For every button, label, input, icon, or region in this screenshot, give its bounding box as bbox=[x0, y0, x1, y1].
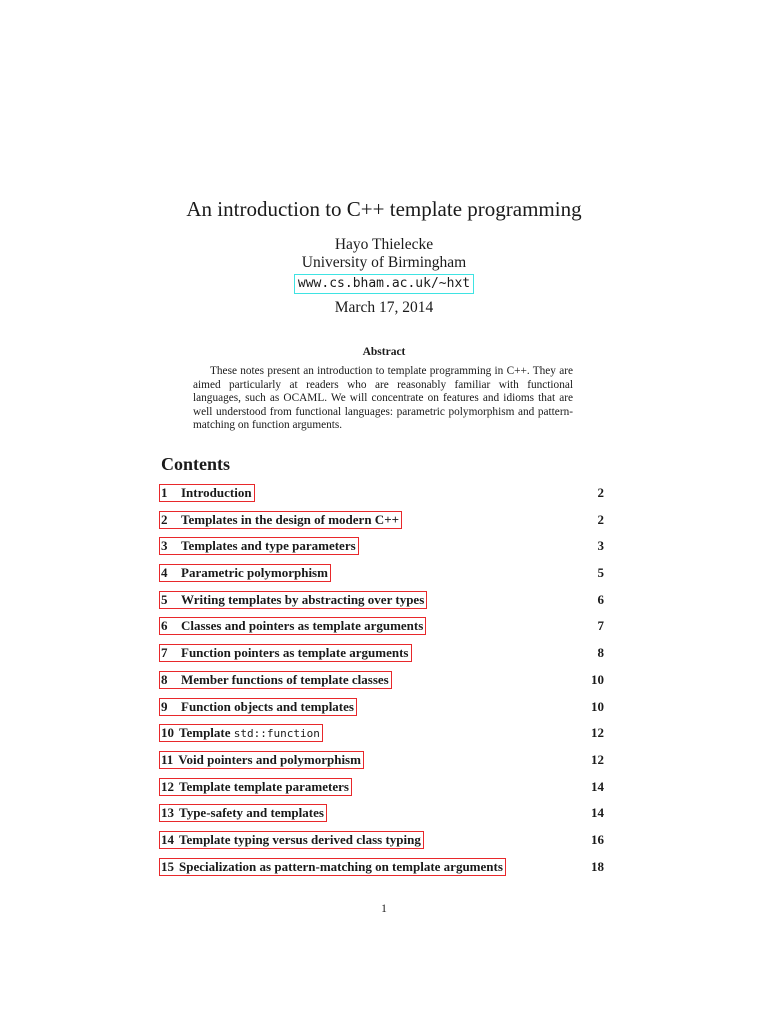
toc-entry-link[interactable] bbox=[159, 591, 427, 609]
toc-entry-link[interactable] bbox=[159, 671, 392, 689]
toc-entry-number: 8 bbox=[161, 671, 168, 687]
toc-entry-title: Writing templates by abstracting over types bbox=[181, 591, 425, 607]
toc-entry-number: 1 bbox=[161, 485, 168, 500]
author-name: Hayo Thielecke bbox=[334, 236, 434, 253]
toc-entry bbox=[159, 615, 606, 642]
toc-entry-number: 12 bbox=[161, 778, 174, 794]
toc-entry-number: 6 bbox=[161, 618, 168, 634]
toc-entry-title: Parametric polymorphism bbox=[181, 565, 328, 581]
toc-entry-title: Specialization as pattern-matching on template arguments bbox=[179, 858, 503, 874]
toc-entry-page: 16 bbox=[591, 831, 604, 847]
author-affiliation: University of Birmingham bbox=[301, 254, 467, 271]
toc-entry-page: 6 bbox=[597, 591, 604, 607]
contents-heading: Contents bbox=[161, 454, 231, 474]
toc-entry bbox=[159, 696, 606, 723]
toc-entry-number: 14 bbox=[161, 831, 174, 847]
author-url-line bbox=[0, 274, 768, 292]
toc-entry bbox=[159, 829, 606, 856]
toc-entry-page: 5 bbox=[597, 565, 604, 581]
toc-entry-link[interactable] bbox=[159, 831, 424, 849]
toc-entry-link[interactable] bbox=[159, 751, 364, 769]
toc-entry bbox=[159, 589, 606, 616]
toc-entry-number: 10 bbox=[161, 725, 174, 741]
toc-entry-page: 10 bbox=[591, 671, 604, 687]
toc-entry-link[interactable] bbox=[159, 617, 426, 635]
toc-entry bbox=[159, 722, 606, 749]
toc-entry bbox=[159, 482, 606, 509]
toc-entry bbox=[159, 562, 606, 589]
toc-entry-link[interactable] bbox=[159, 537, 359, 555]
toc-entry-number: 2 bbox=[161, 511, 168, 527]
toc-entry-page: 3 bbox=[597, 538, 604, 554]
toc-entry-link[interactable] bbox=[159, 484, 255, 502]
toc-entry bbox=[159, 749, 606, 776]
toc-entry-number: 15 bbox=[161, 858, 174, 874]
abstract-heading: Abstract bbox=[362, 346, 406, 358]
toc-entry-title: Template bbox=[179, 725, 234, 741]
toc-entry-link[interactable] bbox=[159, 724, 323, 742]
toc-entry-title: Template typing versus derived class typing bbox=[179, 831, 421, 847]
toc-entry-page: 14 bbox=[591, 805, 604, 821]
toc-entry-title: Template template parameters bbox=[179, 778, 349, 794]
toc-entry-number: 13 bbox=[161, 805, 174, 821]
toc-entry-title: Member functions of template classes bbox=[181, 671, 389, 687]
toc-entry bbox=[159, 535, 606, 562]
toc-entry-number: 5 bbox=[161, 591, 168, 607]
toc-entry-number: 11 bbox=[161, 751, 174, 767]
abstract-text: These notes present an introduction to template programming in C++. They are aimed particularly at readers who are reasonably familiar with functional languages, such as OCAML. We will concentrate on features and idioms that are well understood from functional languages: parametric polymorphism and pattern-matching on function arguments. bbox=[193, 365, 573, 432]
toc-entry-title: Classes and pointers as template arguments bbox=[181, 618, 424, 634]
toc-entry bbox=[159, 509, 606, 536]
toc-entry-title: Function pointers as template arguments bbox=[181, 645, 409, 661]
toc-entry-page: 14 bbox=[591, 778, 604, 794]
toc-entry-link[interactable] bbox=[159, 644, 412, 662]
toc-entry-title: Function objects and templates bbox=[181, 698, 354, 714]
toc-entry-title: Introduction bbox=[181, 485, 252, 500]
toc-entry-link[interactable] bbox=[159, 564, 331, 582]
toc-entry-title: Void pointers and polymorphism bbox=[178, 751, 361, 767]
toc-entry bbox=[159, 642, 606, 669]
toc-entry-link[interactable] bbox=[159, 778, 352, 796]
toc-entry bbox=[159, 856, 606, 883]
toc-entry-title: Templates in the design of modern C++ bbox=[181, 511, 400, 527]
author-url-link[interactable]: www.cs.bham.ac.uk/~hxt bbox=[294, 274, 474, 294]
toc-entry-link[interactable] bbox=[159, 698, 357, 716]
table-of-contents bbox=[159, 482, 606, 882]
toc-entry-link[interactable] bbox=[159, 511, 402, 529]
paper-date: March 17, 2014 bbox=[334, 299, 434, 316]
toc-entry-page: 2 bbox=[597, 511, 604, 527]
toc-entry-code: std::function bbox=[233, 727, 320, 741]
toc-entry-page: 12 bbox=[591, 751, 604, 767]
toc-entry-page: 10 bbox=[591, 698, 604, 714]
page-number: 1 bbox=[381, 903, 387, 915]
toc-entry-page: 18 bbox=[591, 858, 604, 874]
toc-entry-page: 12 bbox=[591, 725, 604, 741]
toc-entry-number: 3 bbox=[161, 538, 168, 554]
toc-entry-page: 8 bbox=[597, 645, 604, 661]
toc-entry-title: Templates and type parameters bbox=[181, 538, 356, 554]
toc-entry-page: 2 bbox=[597, 485, 604, 500]
toc-entry-number: 4 bbox=[161, 565, 168, 581]
toc-entry-number: 7 bbox=[161, 645, 168, 661]
author-block bbox=[0, 236, 768, 292]
toc-entry bbox=[159, 776, 606, 803]
toc-entry-page: 7 bbox=[597, 618, 604, 634]
toc-entry-title: Type-safety and templates bbox=[179, 805, 324, 821]
toc-entry-number: 9 bbox=[161, 698, 168, 714]
toc-entry bbox=[159, 802, 606, 829]
toc-entry-link[interactable] bbox=[159, 804, 327, 822]
toc-entry-link[interactable] bbox=[159, 858, 506, 876]
toc-entry bbox=[159, 669, 606, 696]
paper-title: An introduction to C++ template programming bbox=[186, 197, 582, 221]
